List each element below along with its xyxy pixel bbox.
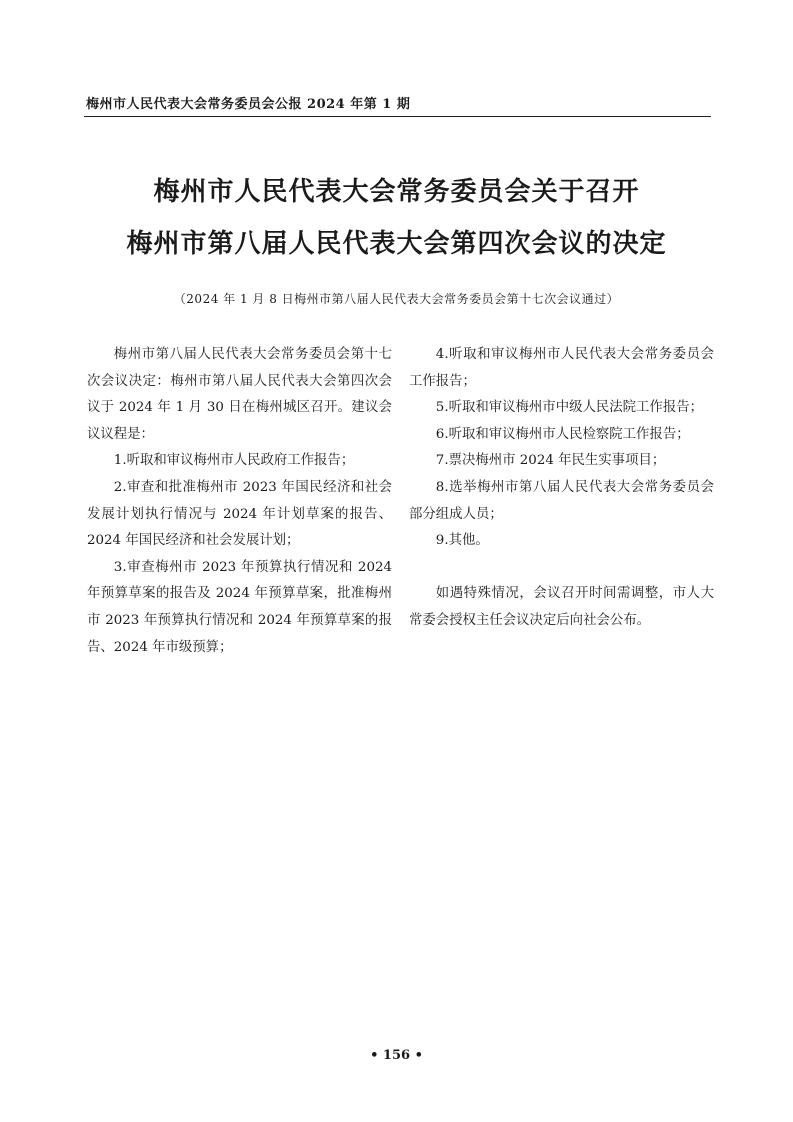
agenda-item: 1.听取和审议梅州市人民政府工作报告； bbox=[113, 453, 355, 469]
body-right-column bbox=[409, 342, 714, 635]
adoption-note: （2024 年 1 月 8 日梅州市第八届人民代表大会常务委员会第十七次会议通过） bbox=[173, 292, 620, 306]
agenda-item: 9.其他。 bbox=[435, 533, 489, 549]
closing-paragraph: 如遇特殊情况，会议召开时间需调整，市人大常委会授权主任会议决定后向社会公布。 bbox=[409, 586, 714, 628]
agenda-item: 4.听取和审议梅州市人民代表大会常务委员会工作报告； bbox=[409, 347, 714, 389]
agenda-item: 8.选举梅州市第八届人民代表大会常务委员会部分组成人员； bbox=[409, 479, 714, 522]
header-divider bbox=[84, 116, 711, 117]
agenda-item: 7.票决梅州市 2024 年民生实事项目； bbox=[435, 453, 666, 469]
agenda-item: 3.审查梅州市 2023 年预算执行情况和 2024 年预算草案的报告及 2024 年预算草案，批准梅州市 2023 年预算执行情况和 2024 年预算草案的报告、2024 年市级预算； bbox=[87, 559, 392, 655]
document-title-line-2: 梅州市第八届人民代表大会第四次会议的决定 bbox=[126, 229, 667, 259]
agenda-item: 6.听取和审议梅州市人民检察院工作报告； bbox=[435, 426, 690, 442]
bulletin-header: 梅州市人民代表大会常务委员会公报 2024 年第 1 期 bbox=[86, 97, 411, 112]
page-number: • 156 • bbox=[370, 1048, 423, 1063]
document-title-line-1: 梅州市人民代表大会常务委员会关于召开 bbox=[153, 177, 640, 207]
body-left-column bbox=[87, 342, 392, 661]
agenda-item: 5.听取和审议梅州市中级人民法院工作报告； bbox=[435, 400, 703, 416]
agenda-item: 2.审查和批准梅州市 2023 年国民经济和社会发展计划执行情况与 2024 年计划草案的报告、2024 年国民经济和社会发展计划； bbox=[87, 479, 392, 549]
body-paragraph: 梅州市第八届人民代表大会常务委员会第十七次会议决定：梅州市第八届人民代表大会第四次会议于 2024 年 1 月 30 日在梅州城区召开。建议会议议程是： bbox=[87, 347, 392, 442]
